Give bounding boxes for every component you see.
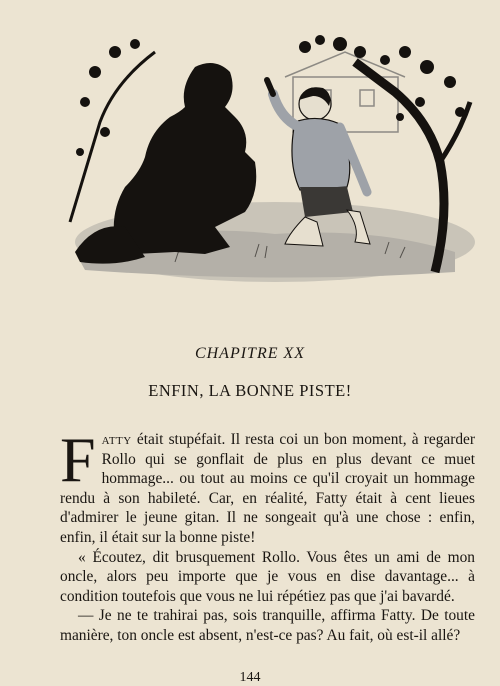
paragraph-1 [60, 424, 475, 548]
paragraph-2: « Écoutez, dit brusquement Rollo. Vous êtes un ami de mon oncle, alors peu importe que je vous en dise davantage... à condition toutefois que vous ne lui répétiez pas que j'ai bavardé. [60, 548, 475, 605]
page-number: 144 [239, 670, 261, 685]
chapter-body [60, 424, 475, 646]
paragraph-3: — Je ne te trahirai pas, sois tranquille, affirma Fatty. De toute manière, ton oncle est absent, n'est-ce pas? Au fait, où est-il allé? [60, 607, 475, 644]
first-word-rest: atty [101, 431, 132, 448]
chapter-title: ENFIN, LA BONNE PISTE! [148, 381, 352, 400]
boys-in-garden-illustration-icon [55, 22, 475, 287]
chapter-number: CHAPITRE XX [194, 345, 306, 362]
paragraph-1-text: était stupéfait. Il resta coi un bon moment, à regarder Rollo qui se gonflait de plus en plus devant ce muet hommage... ou tout au moins ce qu'il croyait un hommage rendu à son habileté. Car, en réalité, Fatty était à cent lieues d'admirer le jeune gitan. Il ne songeait qu'à une chose : enfin, enfin, il était sur la bonne piste! [60, 431, 475, 546]
drop-cap: F [60, 424, 96, 495]
